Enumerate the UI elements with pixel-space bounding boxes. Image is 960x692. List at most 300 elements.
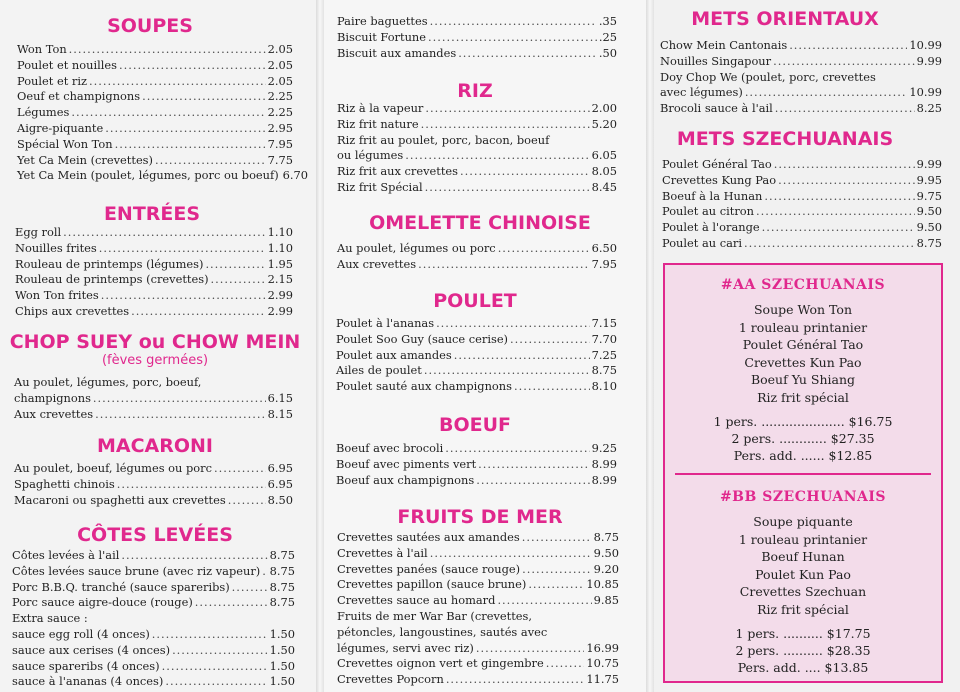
menu-item-name: Boeuf avec brocoli (336, 441, 444, 455)
fold-line (646, 0, 654, 692)
menu-item (337, 241, 617, 257)
menu-item-price: 6.15 (267, 390, 293, 405)
item-line: Doy Chop We (poulet, porc, crevettes (660, 69, 876, 84)
menu-item (337, 672, 619, 688)
leader-dots (211, 272, 266, 288)
section-title-mets-orientaux: METS ORIENTAUX (691, 8, 879, 30)
section-title-chop-suey: CHOP SUEY ou CHOW MEIN (9, 331, 301, 353)
menu-item-price: 1.50 (269, 626, 295, 641)
menu-item-price: 8.75 (269, 548, 295, 562)
leader-dots (152, 627, 268, 643)
menu-item (337, 530, 619, 546)
menu-item (337, 30, 617, 46)
menu-item-name: Porc sauce aigre-douce (rouge) (12, 595, 193, 610)
menu-item-name: Poulet sauté aux champignons (336, 379, 512, 394)
menu-item-name: Poulet aux amandes (336, 347, 452, 362)
menu-item-price: 8.45 (591, 179, 617, 194)
leader-dots (774, 157, 915, 173)
menu-item (14, 493, 293, 509)
menu-item-name: Ailes de poulet (336, 363, 422, 378)
leader-dots (775, 101, 915, 117)
menu-item-name: Crevettes panées (sauce rouge) (337, 561, 521, 576)
menu-item (14, 461, 293, 477)
leader-dots (421, 117, 590, 133)
menu-item (336, 379, 617, 395)
menu-item-name: Aux crevettes (337, 256, 417, 271)
menu-item-price: 6.70 (282, 168, 309, 183)
menu-item-price: 8.75 (593, 530, 619, 544)
menu-item-name: Crevettes oignon vert et gingembre (337, 656, 544, 671)
fold-line (316, 0, 324, 692)
section-chop-suey (14, 375, 293, 422)
combo-price: 2 pers. .......... $28.35 (735, 643, 871, 658)
item-line: Fruits de mer War Bar (crevettes, (337, 608, 532, 623)
menu-item-price: 9.20 (593, 561, 619, 576)
menu-item-price: 9.50 (916, 220, 942, 235)
menu-item (12, 674, 295, 690)
menu-item-price: .50 (598, 45, 617, 60)
menu-item (17, 74, 293, 90)
item-line: pétoncles, langoustines, sautés avec (337, 624, 548, 639)
menu-item-name: Won Ton (17, 42, 67, 56)
menu-item (337, 546, 619, 562)
section-title-fruits-de-mer: FRUITS DE MER (397, 506, 563, 528)
menu-item (17, 137, 293, 153)
menu-item-name: Riz frit aux crevettes (337, 164, 458, 179)
menu-item-price: 9.25 (591, 441, 617, 455)
menu-item (15, 225, 293, 241)
menu-item-name: légumes, servi avec riz) (337, 640, 474, 655)
menu-item-name: Riz frit nature (337, 116, 419, 131)
leader-dots (424, 363, 590, 379)
menu-item (660, 38, 942, 54)
combo-price: 2 pers. ............ $27.35 (731, 431, 875, 446)
menu-item-name: Macaroni ou spaghetti aux crevettes (14, 492, 226, 507)
menu-item (337, 641, 619, 657)
menu-item (12, 580, 295, 596)
section-title-poulet: POULET (433, 290, 517, 312)
menu-item-price: 2.05 (267, 42, 293, 56)
menu-item-name: sauce aux cerises (4 onces) (12, 642, 171, 657)
leader-dots (445, 441, 589, 457)
menu-item-name: Boeuf avec piments vert (336, 456, 477, 471)
menu-item-name: Poulet Soo Guy (sauce cerise) (336, 331, 509, 346)
menu-item (12, 643, 295, 659)
leader-dots (63, 225, 266, 241)
menu-item (337, 117, 617, 133)
menu-item (14, 407, 293, 423)
menu-item (337, 164, 617, 180)
combo-items-bb (665, 513, 941, 618)
combo-box (663, 263, 943, 683)
menu-item-price: 1.50 (269, 642, 295, 657)
leader-dots (172, 643, 268, 659)
menu-item-name: Yet Ca Mein (poulet, légumes, porc ou boeuf) (17, 168, 279, 183)
menu-item (337, 577, 619, 593)
section-subtitle-chop-suey: (fèves germées) (101, 353, 209, 368)
menu-item-name: ou légumes (337, 148, 404, 163)
leader-dots (460, 164, 590, 180)
menu-item-name: Poulet à l'orange (662, 220, 760, 235)
menu-item (15, 288, 293, 304)
section-riz (337, 101, 617, 196)
menu-item-price: 8.99 (591, 456, 617, 471)
menu-item (337, 148, 617, 164)
combo-item: Crevettes Szechuan (739, 584, 867, 599)
menu-item-name: Oeuf et champignons (17, 89, 141, 104)
menu-item-price: 1.50 (269, 658, 295, 673)
menu-item (12, 659, 295, 675)
menu-item-price: 8.50 (267, 492, 293, 507)
menu-item (15, 241, 293, 257)
leader-dots (165, 674, 267, 690)
leader-dots (119, 58, 266, 74)
leader-dots (430, 546, 592, 562)
combo-item: Boeuf Hunan (761, 549, 845, 564)
leader-dots (131, 304, 266, 320)
section-fruits-de-mer (337, 530, 619, 688)
menu-item (337, 180, 617, 196)
combo-item: Riz frit spécial (757, 601, 849, 617)
menu-item (17, 42, 293, 58)
menu-item (337, 46, 617, 62)
menu-item-name: Crevettes à l'ail (337, 545, 428, 560)
menu-item-price: 8.75 (269, 579, 295, 594)
menu-item-name: Au poulet, boeuf, légumes ou porc (14, 461, 212, 475)
menu-item-name: Chow Mein Cantonais (660, 38, 788, 52)
leader-dots (101, 288, 266, 304)
menu-item (336, 473, 617, 489)
leader-dots (228, 493, 266, 509)
menu-item-price: 2.99 (267, 303, 293, 318)
menu-item-name: Poulet à l'ananas (336, 316, 435, 330)
leader-dots (425, 180, 590, 196)
menu-item (337, 257, 617, 273)
leader-dots (458, 46, 597, 62)
menu-item-price: 2.05 (267, 57, 293, 72)
section-cotes-levees (12, 548, 295, 690)
menu-item-price: 9.50 (593, 545, 619, 560)
menu-item-name: Rouleau de printemps (légumes) (15, 256, 204, 271)
leader-dots (262, 564, 267, 580)
menu-item-price: 8.75 (591, 363, 617, 378)
leader-dots (498, 241, 590, 257)
combo-item: Crevettes Kun Pao (744, 354, 862, 370)
menu-item-price: 16.99 (586, 640, 619, 655)
menu-item (17, 153, 293, 169)
menu-item-name: Won Ton frites (15, 288, 99, 303)
menu-item-name: Biscuit aux amandes (337, 45, 457, 60)
menu-item-name: avec légumes) (660, 85, 743, 100)
leader-dots (454, 348, 590, 364)
menu-item-name: Spécial Won Ton (17, 136, 113, 151)
combo-divider (675, 473, 931, 475)
section-boeuf (336, 441, 617, 488)
menu-item-price: 9.95 (916, 172, 942, 187)
menu-item-price: 8.75 (269, 563, 295, 578)
leader-dots (522, 530, 592, 546)
leader-dots (418, 257, 590, 273)
menu-item (336, 457, 617, 473)
menu-item-price: 6.95 (267, 461, 293, 475)
menu-item-name: Egg roll (15, 225, 62, 239)
extra-sauce-label: Extra sauce : (12, 611, 88, 626)
menu-item-price: 6.50 (591, 241, 617, 255)
leader-dots (195, 595, 268, 611)
menu-item-price: 2.15 (267, 272, 293, 287)
menu-item (337, 14, 617, 30)
menu-item (17, 58, 293, 74)
section-poulet (336, 316, 617, 395)
leader-dots (405, 148, 589, 164)
menu-item-name: Au poulet, légumes ou porc (337, 241, 496, 255)
menu-item-price: 10.99 (909, 38, 942, 52)
menu-item (336, 363, 617, 379)
section-soupes (17, 42, 309, 184)
combo-item: 1 rouleau printanier (738, 319, 868, 335)
menu-item-name: champignons (14, 390, 91, 405)
menu-item-name: Poulet et nouilles (17, 57, 117, 72)
menu-item-price: 6.95 (267, 476, 293, 491)
menu-item-price: 1.10 (267, 225, 293, 239)
leader-dots (205, 257, 265, 273)
section-misc (337, 14, 617, 61)
leader-dots (436, 316, 590, 332)
leader-dots (522, 562, 592, 578)
menu-item-price: 11.75 (586, 672, 619, 687)
menu-item-price: 7.95 (267, 136, 293, 151)
section-title-cotes-levees: CÔTES LEVÉES (77, 524, 233, 546)
leader-dots (155, 153, 266, 169)
menu-item-price: 1.10 (267, 240, 293, 255)
leader-dots (89, 74, 266, 90)
menu-item-name: Riz à la vapeur (337, 101, 424, 115)
menu-item-price: 9.50 (916, 204, 942, 219)
menu-item-price: 8.10 (591, 379, 617, 394)
menu-item-price: 9.99 (916, 53, 942, 68)
menu-item (336, 332, 617, 348)
menu-item-price: 8.99 (591, 472, 617, 487)
combo-item: 1 rouleau printanier (738, 531, 868, 547)
leader-dots (214, 461, 266, 477)
menu-item-name: Rouleau de printemps (crevettes) (15, 272, 209, 287)
menu-item-name: Nouilles frites (15, 240, 97, 255)
menu-item-name: Riz frit Spécial (337, 179, 423, 194)
menu-item-price: 8.15 (267, 406, 293, 421)
leader-dots (430, 14, 597, 30)
leader-dots (744, 236, 915, 252)
leader-dots (93, 391, 266, 407)
menu-item-price: 7.95 (591, 256, 617, 271)
menu-item-name: Chips aux crevettes (15, 303, 130, 318)
menu-item-name: Boeuf à la Hunan (662, 188, 763, 203)
leader-dots (162, 659, 268, 675)
menu-item-name: Porc B.B.Q. tranché (sauce spareribs) (12, 579, 230, 594)
menu-item (337, 562, 619, 578)
section-title-mets-szechuanais: METS SZECHUANAIS (676, 128, 894, 150)
leader-dots (510, 332, 590, 348)
combo-price: Pers. add. ...... $12.85 (733, 448, 873, 463)
menu-item-price: 10.85 (586, 577, 619, 592)
menu-item-price: 2.25 (267, 89, 293, 104)
combo-item: Soupe Won Ton (753, 302, 852, 317)
menu-item-name: sauce à l'ananas (4 onces) (12, 674, 164, 689)
menu-item-name: Crevettes sauce au homard (337, 593, 496, 608)
leader-dots (497, 593, 591, 609)
section-mets-orientaux (660, 38, 942, 117)
leader-dots (425, 101, 589, 117)
menu-item-price: 10.99 (909, 85, 942, 100)
menu-item (14, 391, 293, 407)
leader-dots (99, 241, 266, 257)
menu-item-price: 7.15 (591, 316, 617, 330)
leader-dots (756, 204, 915, 220)
leader-dots (778, 173, 915, 189)
combo-price: 1 pers. .......... $17.75 (735, 626, 871, 641)
menu-item (14, 477, 293, 493)
leader-dots (762, 220, 915, 236)
menu-item-price: 7.70 (591, 331, 617, 346)
leader-dots (446, 672, 585, 688)
leader-dots (476, 473, 589, 489)
leader-dots (745, 85, 908, 101)
menu-item (336, 348, 617, 364)
menu-item-name: Paire baguettes (337, 14, 428, 28)
menu-item (336, 316, 617, 332)
section-title-entrees: ENTRÉES (103, 203, 201, 225)
menu-item (17, 121, 293, 137)
leader-dots (71, 105, 265, 121)
combo-item: Poulet Kun Pao (755, 566, 851, 582)
menu-item (17, 168, 309, 184)
menu-item-price: 10.75 (586, 656, 619, 671)
menu-item-price: 2.05 (267, 73, 293, 88)
menu-item (662, 173, 942, 189)
leader-dots (232, 580, 268, 596)
leader-dots (764, 189, 914, 205)
leader-dots (121, 548, 267, 564)
menu-item-price: 9.75 (916, 188, 942, 203)
menu-item-price: 6.05 (591, 148, 617, 163)
leader-dots (115, 137, 266, 153)
section-title-macaroni: MACARONI (96, 435, 213, 457)
leader-dots (142, 89, 266, 105)
menu-item-name: Côtes levées à l'ail (12, 548, 120, 562)
menu-item-name: Crevettes Popcorn (337, 672, 444, 687)
leader-dots (95, 407, 266, 423)
menu-item-name: Crevettes papillon (sauce brune) (337, 577, 527, 592)
menu-item (336, 441, 617, 457)
leader-dots (117, 477, 266, 493)
menu-item (15, 272, 293, 288)
menu-item (15, 304, 293, 320)
combo-item: Riz frit spécial (757, 389, 849, 405)
menu-item-name: Légumes (17, 105, 70, 120)
menu-item-price: 8.75 (916, 235, 942, 250)
section-title-soupes: SOUPES (107, 15, 193, 37)
menu-item (17, 89, 293, 105)
menu-item-price: 8.75 (269, 595, 295, 610)
menu-item-price: .25 (598, 29, 617, 44)
menu-item (12, 564, 295, 580)
section-macaroni (14, 461, 293, 508)
menu-item-price: 2.00 (591, 101, 617, 115)
menu-item (12, 627, 295, 643)
menu-item (15, 257, 293, 273)
menu-item (337, 656, 619, 672)
menu-item-name: sauce egg roll (4 onces) (12, 626, 150, 641)
menu-item-price: 2.95 (267, 120, 293, 135)
section-omelette (337, 241, 617, 273)
menu-item (337, 101, 617, 117)
menu-item-price: 2.25 (267, 105, 293, 120)
menu-item (660, 54, 942, 70)
menu-item-name: Côtes levées sauce brune (avec riz vapeur) (12, 563, 261, 578)
leader-dots (546, 656, 585, 672)
leader-dots (105, 121, 265, 137)
menu-item (662, 236, 942, 252)
menu-item (662, 220, 942, 236)
item-line: Riz frit au poulet, porc, bacon, boeuf (337, 132, 550, 147)
leader-dots (789, 38, 907, 54)
menu-item-name: Poulet au cari (662, 235, 742, 250)
section-mets-szechuanais (662, 157, 942, 252)
menu-item-price: 9.99 (916, 157, 942, 171)
menu-item-name: Boeuf aux champignons (336, 472, 475, 487)
section-title-omelette: OMELETTE CHINOISE (369, 212, 591, 234)
menu-item-price: 2.99 (267, 288, 293, 303)
menu-item (12, 548, 295, 564)
section-title-boeuf: BOEUF (438, 414, 512, 436)
menu-item-price: 8.05 (591, 164, 617, 179)
menu-item (662, 189, 942, 205)
leader-dots (773, 54, 915, 70)
menu-item-name: Crevettes Kung Pao (662, 172, 777, 187)
menu-item-name: Biscuit Fortune (337, 29, 426, 44)
combo-prices-bb (665, 625, 941, 676)
menu-item-price: 7.75 (267, 152, 293, 167)
menu-item-name: Poulet au citron (662, 204, 754, 219)
menu-item-name: Yet Ca Mein (crevettes) (17, 152, 153, 167)
menu-item (662, 157, 942, 173)
leader-dots (528, 577, 584, 593)
combo-item: Boeuf Yu Shiang (750, 372, 856, 387)
menu-item (660, 85, 942, 101)
menu-item (662, 204, 942, 220)
menu-item-price: 1.95 (267, 256, 293, 271)
menu-item-price: .35 (598, 14, 617, 28)
menu-item-name: Crevettes sautées aux amandes (337, 530, 520, 544)
leader-dots (514, 379, 590, 395)
combo-price: Pers. add. .... $13.85 (737, 660, 869, 675)
combo-items-aa (665, 301, 941, 406)
combo-title-bb: #BB SZECHUANAIS (719, 489, 887, 505)
menu-item-name: sauce spareribs (4 onces) (12, 658, 160, 673)
combo-prices-aa (665, 413, 941, 464)
leader-dots (428, 30, 597, 46)
combo-item: Poulet Général Tao (742, 337, 864, 352)
menu-item (660, 101, 942, 117)
menu-item (337, 593, 619, 609)
combo-item: Soupe piquante (753, 514, 853, 529)
leader-dots (69, 42, 266, 58)
menu-item-name: Poulet et riz (17, 73, 88, 88)
menu-item-price: 1.50 (269, 674, 295, 689)
menu-item-price: 9.85 (593, 593, 619, 608)
menu-item-name: Spaghetti chinois (14, 476, 115, 491)
menu-item-name: Brocoli sauce à l'ail (660, 101, 773, 116)
menu-item-name: Poulet Général Tao (662, 157, 772, 171)
